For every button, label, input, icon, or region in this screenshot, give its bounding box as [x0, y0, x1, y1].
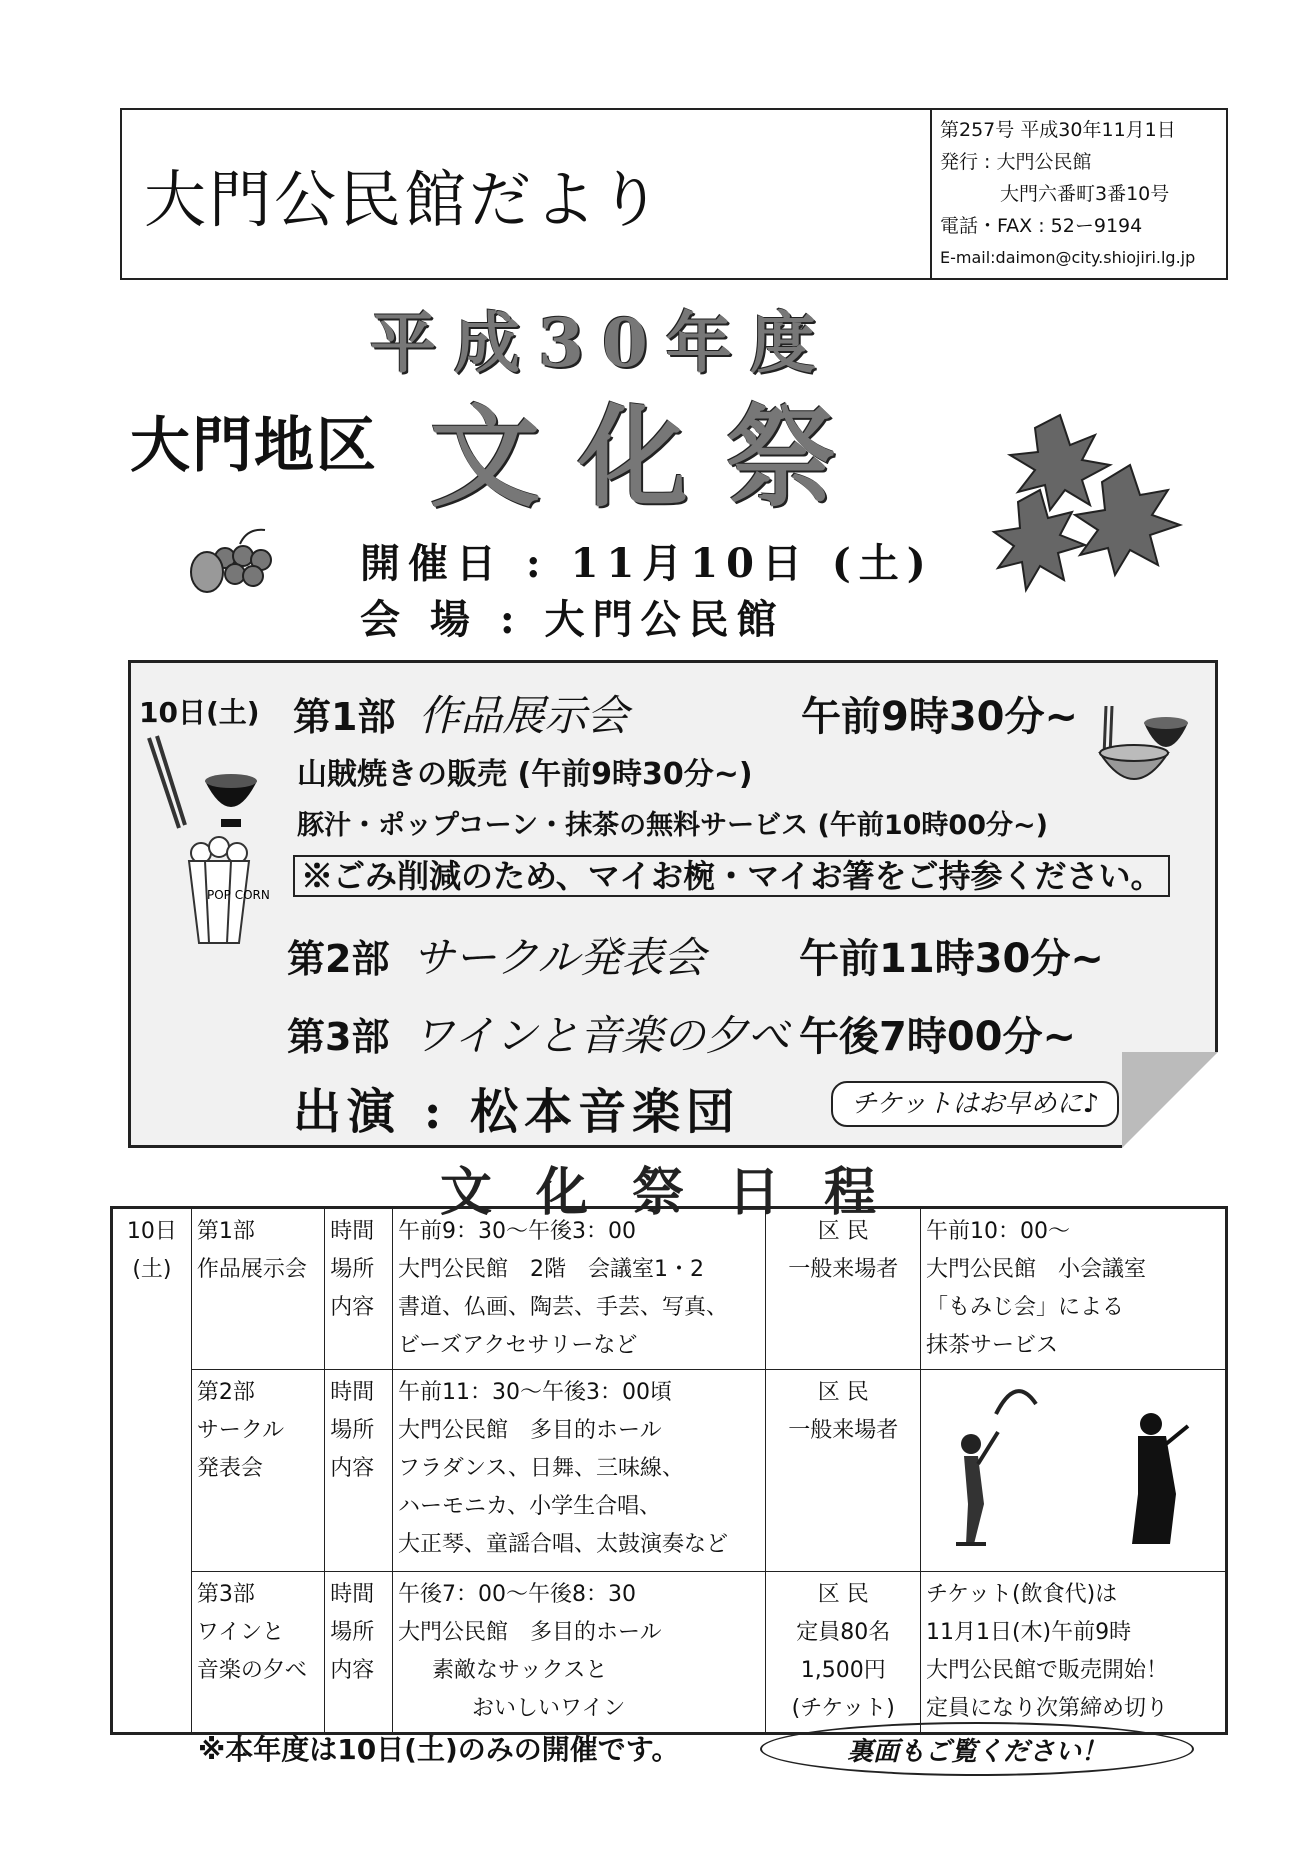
notice-wrap — [293, 851, 1170, 897]
bring-utensils-notice: ※ごみ削減のため、マイお椀・マイお箸をご持参ください。 — [293, 855, 1170, 897]
part1-time: 午前9時30分~ — [801, 694, 1079, 740]
part2-label: 第2部 — [287, 937, 390, 981]
table-row — [112, 1572, 1227, 1734]
target-cell: 区 民 一般来場者 — [766, 1370, 921, 1572]
part3-line — [287, 1003, 789, 1063]
label-cell: 時間 場所 内容 — [325, 1572, 393, 1734]
page-curl — [1122, 1052, 1218, 1148]
address: 大門六番町3番10号 — [1000, 183, 1170, 205]
maple-leaves-icon — [990, 410, 1190, 610]
target-cell: 区 民 定員80名 1,500円 (チケット) — [766, 1572, 921, 1734]
grapes-icon — [185, 520, 295, 600]
performer: 出演 : 松本音楽団 — [293, 1084, 741, 1140]
newsletter-title: 大門公民館だより — [144, 162, 665, 236]
sale-line-1: 山賊焼きの販売 (午前9時30分~) — [297, 757, 753, 792]
part2-name: サークル発表会 — [412, 933, 706, 982]
part3-time: 午後7時00分~ — [799, 1014, 1077, 1060]
schedule-day-blank — [112, 1370, 192, 1572]
district-heading: 大門地区 — [130, 411, 378, 481]
detail-cell: 午前11：30～午後3：00頃 大門公民館 多目的ホール フラダンス、日舞、三味線、 ハーモニカ、小学生合唱、 大正琴、童謡合唱、太鼓演奏など — [393, 1370, 766, 1572]
table-row — [112, 1208, 1227, 1370]
schedule-table — [110, 1206, 1228, 1735]
ticket-bubble: チケットはお早めに♪ — [831, 1081, 1119, 1127]
see-back-page-label: 裏面もご覧ください！ — [846, 1736, 1107, 1767]
schedule-day-blank — [112, 1572, 192, 1734]
detail-cell: 午後7：00～午後8：30 大門公民館 多目的ホール 素敵なサックスと おいしいワイン — [393, 1572, 766, 1734]
note-cell: 午前10：00～ 大門公民館 小会議室 「もみじ会」による 抹茶サービス — [920, 1208, 1226, 1370]
year-heading: 平成30年度 — [370, 304, 834, 382]
part-cell: 第1部 作品展示会 — [191, 1208, 324, 1370]
ticket-bubble-wrap — [831, 1083, 1119, 1120]
popcorn-icon — [171, 833, 281, 958]
email: E-mail:daimon@city.shiojiri.lg.jp — [940, 248, 1196, 267]
program-day: 10日(土) — [139, 696, 260, 729]
part-cell: 第3部 ワインと 音楽の夕べ — [191, 1572, 324, 1734]
phone: 電話・FAX : 52ー9194 — [940, 215, 1143, 237]
target-cell: 区 民 一般来場者 — [766, 1208, 921, 1370]
part2-line — [287, 925, 705, 985]
part3-name: ワインと音楽の夕べ — [412, 1011, 790, 1060]
program-box — [128, 660, 1218, 1148]
part1-name: 作品展示会 — [418, 691, 629, 740]
dancers-icon — [926, 1374, 1216, 1554]
schedule-day: 10日 (土) — [112, 1208, 192, 1370]
event-venue: 会 場 : 大門公民館 — [360, 596, 785, 643]
tea-bowl-icon — [1086, 701, 1196, 801]
dancer-illustration-cell — [920, 1370, 1226, 1572]
label-cell: 時間 場所 内容 — [325, 1208, 393, 1370]
bowl-chopsticks-icon — [139, 733, 279, 843]
see-back-page — [760, 1722, 1194, 1776]
popcorn-label: POP CORN — [207, 888, 270, 902]
sale-line-2: 豚汁・ポップコーン・抹茶の無料サービス (午前10時00分~) — [297, 810, 1048, 841]
publisher: 発行 : 大門公民館 — [940, 151, 1092, 173]
part3-label: 第3部 — [287, 1015, 390, 1059]
issue-number: 第257号 平成30年11月1日 — [940, 119, 1176, 141]
label-cell: 時間 場所 内容 — [325, 1370, 393, 1572]
part-cell: 第2部 サークル 発表会 — [191, 1370, 324, 1572]
part1-label: 第1部 — [293, 695, 396, 739]
note-cell: チケット(飲食代)は 11月1日(木)午前9時 大門公民館で販売開始！ 定員になり次第締め切り — [920, 1572, 1226, 1734]
part1-line — [293, 683, 629, 743]
newsletter-header — [120, 108, 1228, 280]
part2-time: 午前11時30分~ — [799, 936, 1104, 982]
detail-cell: 午前9：30～午後3：00 大門公民館 2階 会議室1・2 書道、仏画、陶芸、手芸、写真、 ビーズアクセサリーなど — [393, 1208, 766, 1370]
event-date: 開催日 : 11月10日 (土) — [360, 540, 934, 587]
schedule-title: 文化祭日程 — [440, 1162, 921, 1223]
issue-info — [930, 110, 1226, 278]
table-row — [112, 1370, 1227, 1572]
festival-heading: 文化祭 — [430, 393, 874, 522]
footer-note: ※本年度は10日(土)のみの開催です。 — [198, 1733, 680, 1766]
